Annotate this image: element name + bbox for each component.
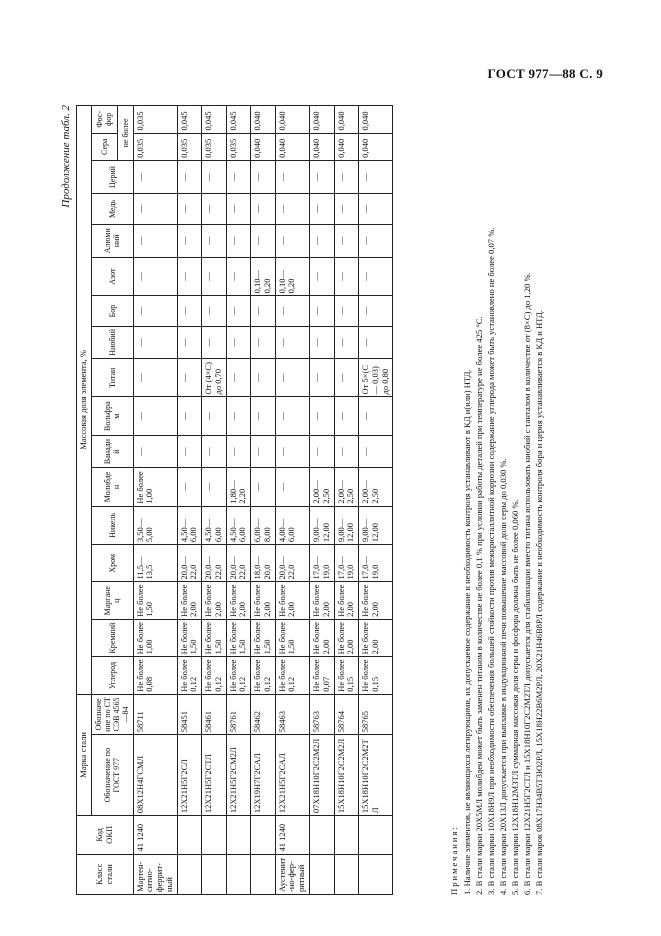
value-cell: —	[334, 359, 359, 397]
value-cell: Не более 2,00	[334, 619, 359, 656]
value-cell: —	[334, 296, 359, 326]
table-body	[133, 106, 393, 895]
value-cell: —	[359, 160, 393, 193]
value-cell: Не более 1,50	[133, 582, 177, 619]
value-cell: —	[177, 326, 202, 358]
value-cell: —	[359, 224, 393, 257]
stsev-cell: 58461	[202, 694, 227, 734]
value-cell: Не более 0,12	[177, 657, 202, 694]
value-cell: 4,50—6,00	[202, 506, 227, 544]
value-cell: 2,00—2,50	[310, 468, 335, 506]
value-cell: —	[251, 326, 276, 358]
value-cell: —	[133, 160, 177, 193]
page-header: ГОСТ 977—88 С. 9	[487, 66, 603, 81]
okp-cell	[310, 816, 335, 854]
value-cell: Не более 0,08	[133, 657, 177, 694]
value-cell: Не более 1,00	[133, 468, 177, 506]
value-cell: 2,00—2,50	[334, 468, 359, 506]
value-cell: —	[177, 194, 202, 224]
table-row	[226, 106, 251, 895]
value-cell: Не более 0,15	[334, 657, 359, 694]
value-cell: —	[310, 194, 335, 224]
value-cell: Не более 2,00	[202, 582, 227, 619]
value-cell: —	[275, 296, 309, 326]
value-cell: 18,0—20,0	[251, 545, 276, 582]
element-header: Ванадий	[91, 435, 133, 467]
value-cell: 0,035	[202, 133, 227, 160]
table-caption: Продолжение табл. 2	[60, 105, 72, 208]
value-cell: Не более 1,50	[226, 619, 251, 656]
element-header: Молибден	[91, 468, 133, 506]
value-cell: —	[275, 326, 309, 358]
value-cell: 0,040	[251, 106, 276, 134]
value-cell: —	[310, 397, 335, 435]
value-cell: Не более 2,00	[310, 582, 335, 619]
stsev-cell: 58451	[177, 694, 202, 734]
element-header: Азот	[91, 257, 133, 295]
value-cell: —	[251, 468, 276, 506]
value-cell: 9,00—12,00	[359, 506, 393, 544]
grade-cell: 07Х18Н10Г2С2М2Л	[310, 735, 335, 816]
value-cell: —	[359, 257, 393, 295]
element-header: Кремний	[91, 619, 133, 656]
value-cell: Не более 2,00	[310, 619, 335, 656]
value-cell: —	[359, 435, 393, 467]
value-cell: 0,040	[334, 133, 359, 160]
value-cell: —	[177, 257, 202, 295]
value-cell: —	[226, 160, 251, 193]
value-cell: —	[177, 160, 202, 193]
stsev-cell: 58711	[133, 694, 177, 734]
value-cell: 0,040	[359, 133, 393, 160]
value-cell: —	[334, 194, 359, 224]
value-cell: 11,5—13,5	[133, 545, 177, 582]
value-cell: —	[177, 435, 202, 467]
grade-cell: 12Х21Н5Г2СМ2Л	[226, 735, 251, 816]
grade-cell: 12Х19Н7Г2САЛ	[251, 735, 276, 816]
value-cell: —	[202, 397, 227, 435]
note-item: 3. В стали марки 10Х18Н9Л при необходимости обеспечения большей стойкости против межкристаллитной коррозии содержание углерода может быть установлено не более 0,07 %.	[486, 227, 497, 895]
grade-cell: 08Х12Н4ГСМЛ	[133, 735, 177, 816]
value-cell: 20,0—22,0	[177, 545, 202, 582]
class-cell: Аустенит-но-фер-ритный	[275, 854, 309, 894]
value-cell: 9,00—12,00	[310, 506, 335, 544]
value-cell: —	[202, 296, 227, 326]
notes-title: Примечания:	[449, 825, 459, 895]
value-cell: —	[251, 160, 276, 193]
value-cell: Не более 2,00	[334, 582, 359, 619]
value-cell: —	[359, 194, 393, 224]
table-row	[177, 106, 202, 895]
class-cell	[202, 854, 227, 894]
table-row	[133, 106, 177, 895]
class-cell: Мартен-ситно-феррит-ный	[133, 854, 177, 894]
value-cell: 0,040	[310, 133, 335, 160]
value-cell: 0,035	[177, 133, 202, 160]
value-cell: —	[177, 224, 202, 257]
value-cell: 20,0—22,0	[226, 545, 251, 582]
value-cell: Не более 1,50	[202, 619, 227, 656]
value-cell: —	[226, 397, 251, 435]
okp-cell	[359, 816, 393, 854]
value-cell: —	[310, 224, 335, 257]
value-cell: —	[202, 435, 227, 467]
table-row	[202, 106, 227, 895]
col-grade-header: Марка стали	[77, 694, 92, 815]
value-cell: —	[334, 326, 359, 358]
value-cell: —	[275, 397, 309, 435]
col-okp-header: Код ОКП	[77, 816, 134, 854]
note-item: 5. В стали марки 12Х18Н12М3ТЛ суммарная массовая доля серы и фосфора должна быть не более 0,060 %.	[510, 499, 521, 895]
element-header: Церий	[91, 160, 133, 193]
element-header: Углерод	[91, 657, 133, 694]
value-cell: —	[275, 359, 309, 397]
element-header: Бор	[91, 296, 133, 326]
value-cell: —	[133, 359, 177, 397]
value-cell: —	[359, 397, 393, 435]
note-item: 4. В стали марки 20Х13Л допускается при выплавке в индукционной печи повышение массовой доли серы до 0,030 %.	[498, 458, 509, 895]
stsev-cell: 58463	[275, 694, 309, 734]
value-cell: —	[275, 194, 309, 224]
col-class-header: Класс стали	[77, 854, 134, 894]
value-cell: 4,50—6,00	[177, 506, 202, 544]
value-cell: —	[275, 435, 309, 467]
value-cell: —	[310, 296, 335, 326]
value-cell: —	[310, 257, 335, 295]
value-cell: —	[133, 257, 177, 295]
value-cell: От 5×(С — 0,03) до 0,80	[359, 359, 393, 397]
value-cell: —	[275, 160, 309, 193]
value-cell: От (4×С) до 0,70	[202, 359, 227, 397]
not-more-header: не более	[117, 106, 133, 161]
value-cell: Не более 1,50	[275, 619, 309, 656]
value-cell: 0,040	[275, 133, 309, 160]
grade-cell: 12Х21Н5Г2СТЛ	[202, 735, 227, 816]
value-cell: —	[133, 194, 177, 224]
value-cell: 17,0—19,0	[359, 545, 393, 582]
value-cell: —	[202, 160, 227, 193]
element-header: Алюминий	[91, 224, 133, 257]
value-cell: 0,040	[334, 106, 359, 134]
value-cell: —	[310, 435, 335, 467]
value-cell: Не более 2,00	[177, 582, 202, 619]
value-cell: Не более 1,50	[177, 619, 202, 656]
class-cell	[310, 854, 335, 894]
stsev-cell: 58761	[226, 694, 251, 734]
value-cell: —	[202, 224, 227, 257]
value-cell: Не более 1,50	[251, 619, 276, 656]
value-cell: 0,035	[133, 106, 177, 134]
value-cell: —	[359, 326, 393, 358]
value-cell: 2,00—2,50	[359, 468, 393, 506]
value-cell: —	[133, 326, 177, 358]
class-cell	[334, 854, 359, 894]
value-cell: —	[334, 435, 359, 467]
value-cell: Не более 0,07	[310, 657, 335, 694]
value-cell: Не более 2,00	[359, 582, 393, 619]
value-cell: —	[202, 468, 227, 506]
table-row	[275, 106, 309, 895]
class-cell	[177, 854, 202, 894]
value-cell: —	[226, 359, 251, 397]
element-header: Ниобий	[91, 326, 133, 358]
value-cell: Не более 0,12	[275, 657, 309, 694]
phosphorus-header: Фос-фор	[91, 106, 117, 134]
value-cell: 17,0—19,0	[334, 545, 359, 582]
value-cell: 0,040	[310, 106, 335, 134]
value-cell: —	[226, 296, 251, 326]
table-row	[310, 106, 335, 895]
note-item: 2. В стали марки 20Х5МЛ молибден может быть заменен титаном в количестве не более 0,1 % при условии работы деталей при температуре не более 425 °С.	[474, 316, 485, 895]
value-cell: —	[251, 397, 276, 435]
value-cell: Не более 2,00	[226, 582, 251, 619]
okp-cell	[202, 816, 227, 854]
value-cell: —	[310, 359, 335, 397]
value-cell: 17,0—19,0	[310, 545, 335, 582]
value-cell: —	[359, 296, 393, 326]
value-cell: 0,040	[251, 133, 276, 160]
grade-cell: 15Х18Н10Г2С2М2ТЛ	[359, 735, 393, 816]
value-cell: 0,10—0,20	[251, 257, 276, 295]
value-cell: 0,045	[226, 106, 251, 134]
element-header: Хром	[91, 545, 133, 582]
value-cell: 4,00—6,00	[275, 506, 309, 544]
value-cell: 1,80—2,20	[226, 468, 251, 506]
value-cell: 0,035	[133, 133, 177, 160]
value-cell: 4,50—6,00	[226, 506, 251, 544]
value-cell: —	[251, 435, 276, 467]
value-cell: 0,045	[177, 106, 202, 134]
value-cell: 0,035	[226, 133, 251, 160]
stsev-cell: 58764	[334, 694, 359, 734]
sulfur-header: Сера	[91, 133, 117, 160]
note-item: 1. Наличие элементов, не являющихся легирующими, их допускаемое содержание и необходимость контроля устанавливают в КД и(или) НТД.	[462, 369, 473, 895]
value-cell: —	[133, 435, 177, 467]
value-cell: —	[226, 224, 251, 257]
value-cell: —	[177, 468, 202, 506]
element-header: Вольфрам	[91, 397, 133, 435]
value-cell: 20,0—22,0	[202, 545, 227, 582]
value-cell: —	[226, 326, 251, 358]
value-cell: —	[310, 160, 335, 193]
value-cell: Не более 0,15	[359, 657, 393, 694]
stsev-cell: 58462	[251, 694, 276, 734]
okp-cell: 41 1240	[275, 816, 309, 854]
grade-cell: 12Х21Н5Г2СЛ	[177, 735, 202, 816]
element-header: Медь	[91, 194, 133, 224]
value-cell: —	[334, 160, 359, 193]
value-cell: —	[133, 296, 177, 326]
note-item: 6. В стали марки 12Х21Н5Г2СТЛ и 15Х18Н10Г2С2М2ТЛ допускается для стабилизации вместо титана использовать ниобий с танталом в количестве от (8×С) до 1,20 %.	[522, 272, 533, 895]
value-cell: Не более 2,00	[251, 582, 276, 619]
class-cell	[359, 854, 393, 894]
value-cell: —	[251, 359, 276, 397]
value-cell: Не более 2,00	[275, 582, 309, 619]
okp-cell	[226, 816, 251, 854]
value-cell: —	[133, 224, 177, 257]
note-item: 7. В стали марок 08Х17Н34В5Т3Ю2РЛ, 15Х18Н22В6М2РЛ, 20Х21Н46В8РЛ содержание и необходимость контроля бора и церия устанавливается в КД и НТД.	[534, 310, 545, 895]
table-row	[251, 106, 276, 895]
value-cell: —	[310, 326, 335, 358]
element-header: Никель	[91, 506, 133, 544]
class-cell	[251, 854, 276, 894]
value-cell: Не более 2,00	[359, 619, 393, 656]
grade-cell: 15Х18Н10Г2С2М2Л	[334, 735, 359, 816]
stsev-cell: 58765	[359, 694, 393, 734]
value-cell: —	[251, 296, 276, 326]
okp-cell: 41 1240	[133, 816, 177, 854]
value-cell: 0,040	[275, 106, 309, 134]
value-cell: 9,00—12,00	[334, 506, 359, 544]
element-header: Титан	[91, 359, 133, 397]
value-cell: —	[251, 224, 276, 257]
value-cell: —	[177, 397, 202, 435]
value-cell: 0,045	[202, 106, 227, 134]
steel-composition-table	[76, 105, 393, 895]
okp-cell	[251, 816, 276, 854]
value-cell: 0,10—0,20	[275, 257, 309, 295]
value-cell: —	[226, 194, 251, 224]
value-cell: —	[177, 359, 202, 397]
value-cell: 3,50—5,00	[133, 506, 177, 544]
value-cell: —	[334, 397, 359, 435]
class-cell	[226, 854, 251, 894]
value-cell: —	[334, 257, 359, 295]
value-cell: —	[202, 326, 227, 358]
stsev-cell: 58763	[310, 694, 335, 734]
value-cell: —	[226, 435, 251, 467]
value-cell: —	[275, 468, 309, 506]
okp-cell	[177, 816, 202, 854]
okp-cell	[334, 816, 359, 854]
col-stsev-header: Обозначение по СТ СЭВ 4565—84	[91, 694, 133, 734]
value-cell: —	[275, 224, 309, 257]
value-cell: —	[202, 194, 227, 224]
notes	[448, 105, 545, 895]
value-cell: —	[251, 194, 276, 224]
value-cell: 20,0—22,0	[275, 545, 309, 582]
value-cell: Не более 0,12	[202, 657, 227, 694]
value-cell: Не более 0,12	[226, 657, 251, 694]
table-row	[359, 106, 393, 895]
grade-cell: 12Х21Н5Г2САЛ	[275, 735, 309, 816]
table-row	[334, 106, 359, 895]
value-cell: 6,00—8,00	[251, 506, 276, 544]
value-cell: —	[334, 224, 359, 257]
value-cell: —	[133, 397, 177, 435]
value-cell: Не более 1,00	[133, 619, 177, 656]
rotated-content	[60, 105, 570, 895]
value-cell: —	[202, 257, 227, 295]
col-mass-header: Массовая доля элемента, %	[77, 106, 92, 695]
value-cell: Не более 0,12	[251, 657, 276, 694]
element-header: Марганец	[91, 582, 133, 619]
value-cell: —	[226, 257, 251, 295]
col-gost977-header: Обозначение по ГОСТ 977	[91, 735, 133, 816]
value-cell: 0,040	[359, 106, 393, 134]
value-cell: —	[177, 296, 202, 326]
